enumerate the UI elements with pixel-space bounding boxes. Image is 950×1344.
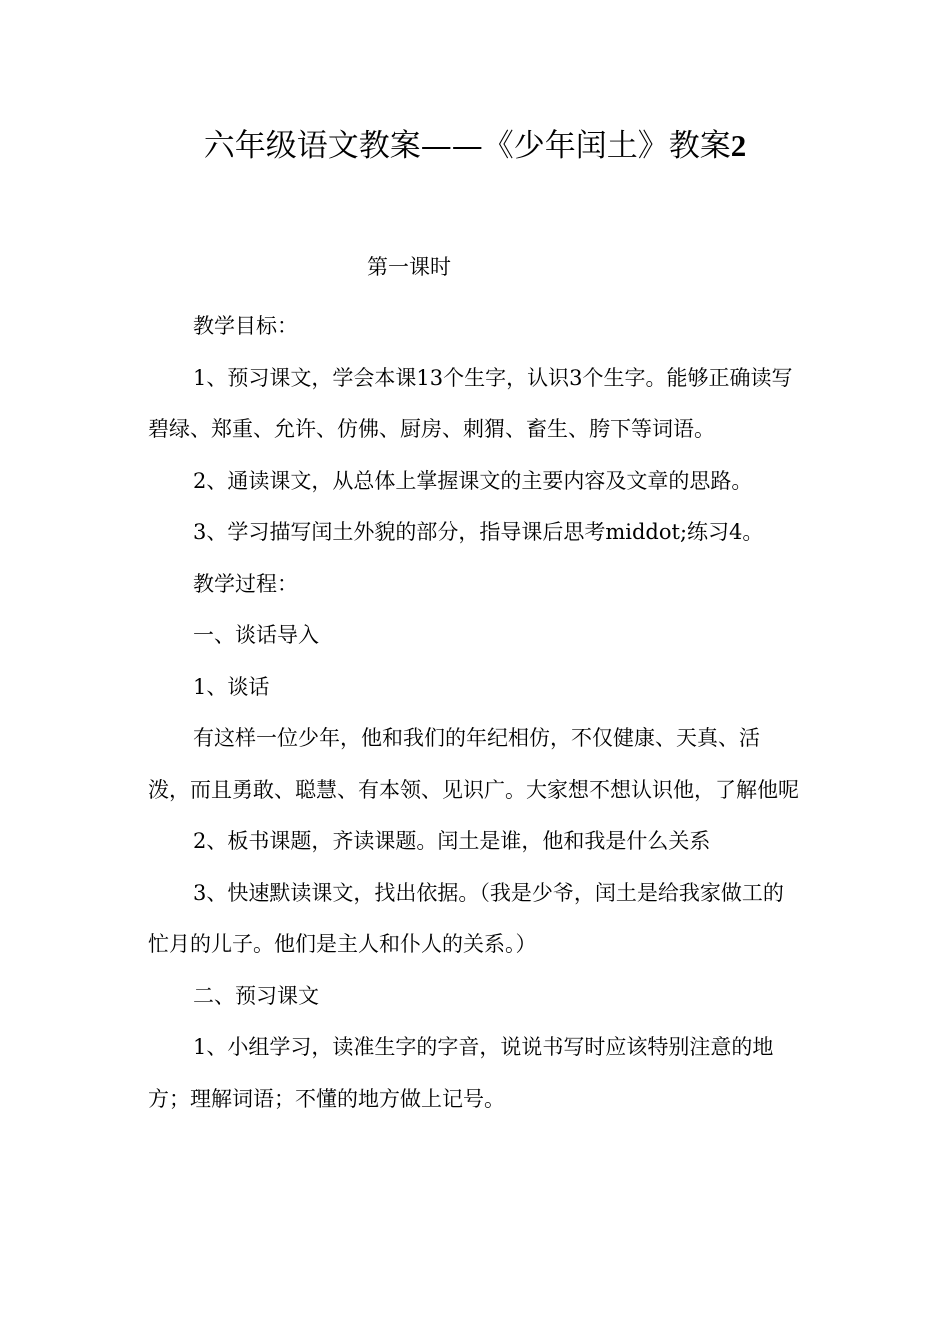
- paragraph-step-2: 2、板书课题，齐读课题。闰土是谁，他和我是什么关系: [193, 829, 711, 853]
- document-body: [148, 301, 800, 1125]
- paragraph-goal-1: 1、预习课文，学会本课13个生字，认识3个生字。能够正确读写碧绿、郑重、允许、仿佛、厨房、刺猬、畜生、胯下等词语。: [148, 365, 793, 441]
- paragraph-goal-3: 3、学习描写闰土外貌的部分，指导课后思考middot;练习4。: [193, 520, 764, 544]
- document-title: [0, 124, 950, 168]
- paragraph-teaching-goals-heading: 教学目标：: [193, 314, 298, 338]
- paragraph-goal-2: 2、通读课文，从总体上掌握课文的主要内容及文章的思路。: [193, 468, 753, 493]
- lesson-subtitle: 第一课时: [367, 255, 451, 279]
- paragraph-intro-text: 有这样一位少年，他和我们的年纪相仿，不仅健康、天真、活泼，而且勇敢、聪慧、有本领、见识广。大家想不想认识他，了解他呢: [148, 726, 799, 802]
- paragraph-section-1-heading: 一、谈话导入: [193, 623, 319, 647]
- paragraph-section-2-heading: 二、预习课文: [193, 983, 319, 1008]
- paragraph-process-heading: 教学过程：: [193, 571, 298, 596]
- document-title-number: 2: [730, 128, 747, 163]
- paragraph-section-2-step-1: 1、小组学习，读准生字的字音，说说书写时应该特别注意的地方；理解词语；不懂的地方做上记号。: [148, 1035, 774, 1111]
- paragraph-step-1: 1、谈话: [193, 674, 270, 699]
- paragraph-step-3: 3、快速默读课文，找出依据。（我是少爷，闰土是给我家做工的忙月的儿子。他们是主人和仆人的关系。）: [148, 880, 784, 956]
- document-title-text: 六年级语文教案——《少年闰土》教案: [203, 128, 731, 164]
